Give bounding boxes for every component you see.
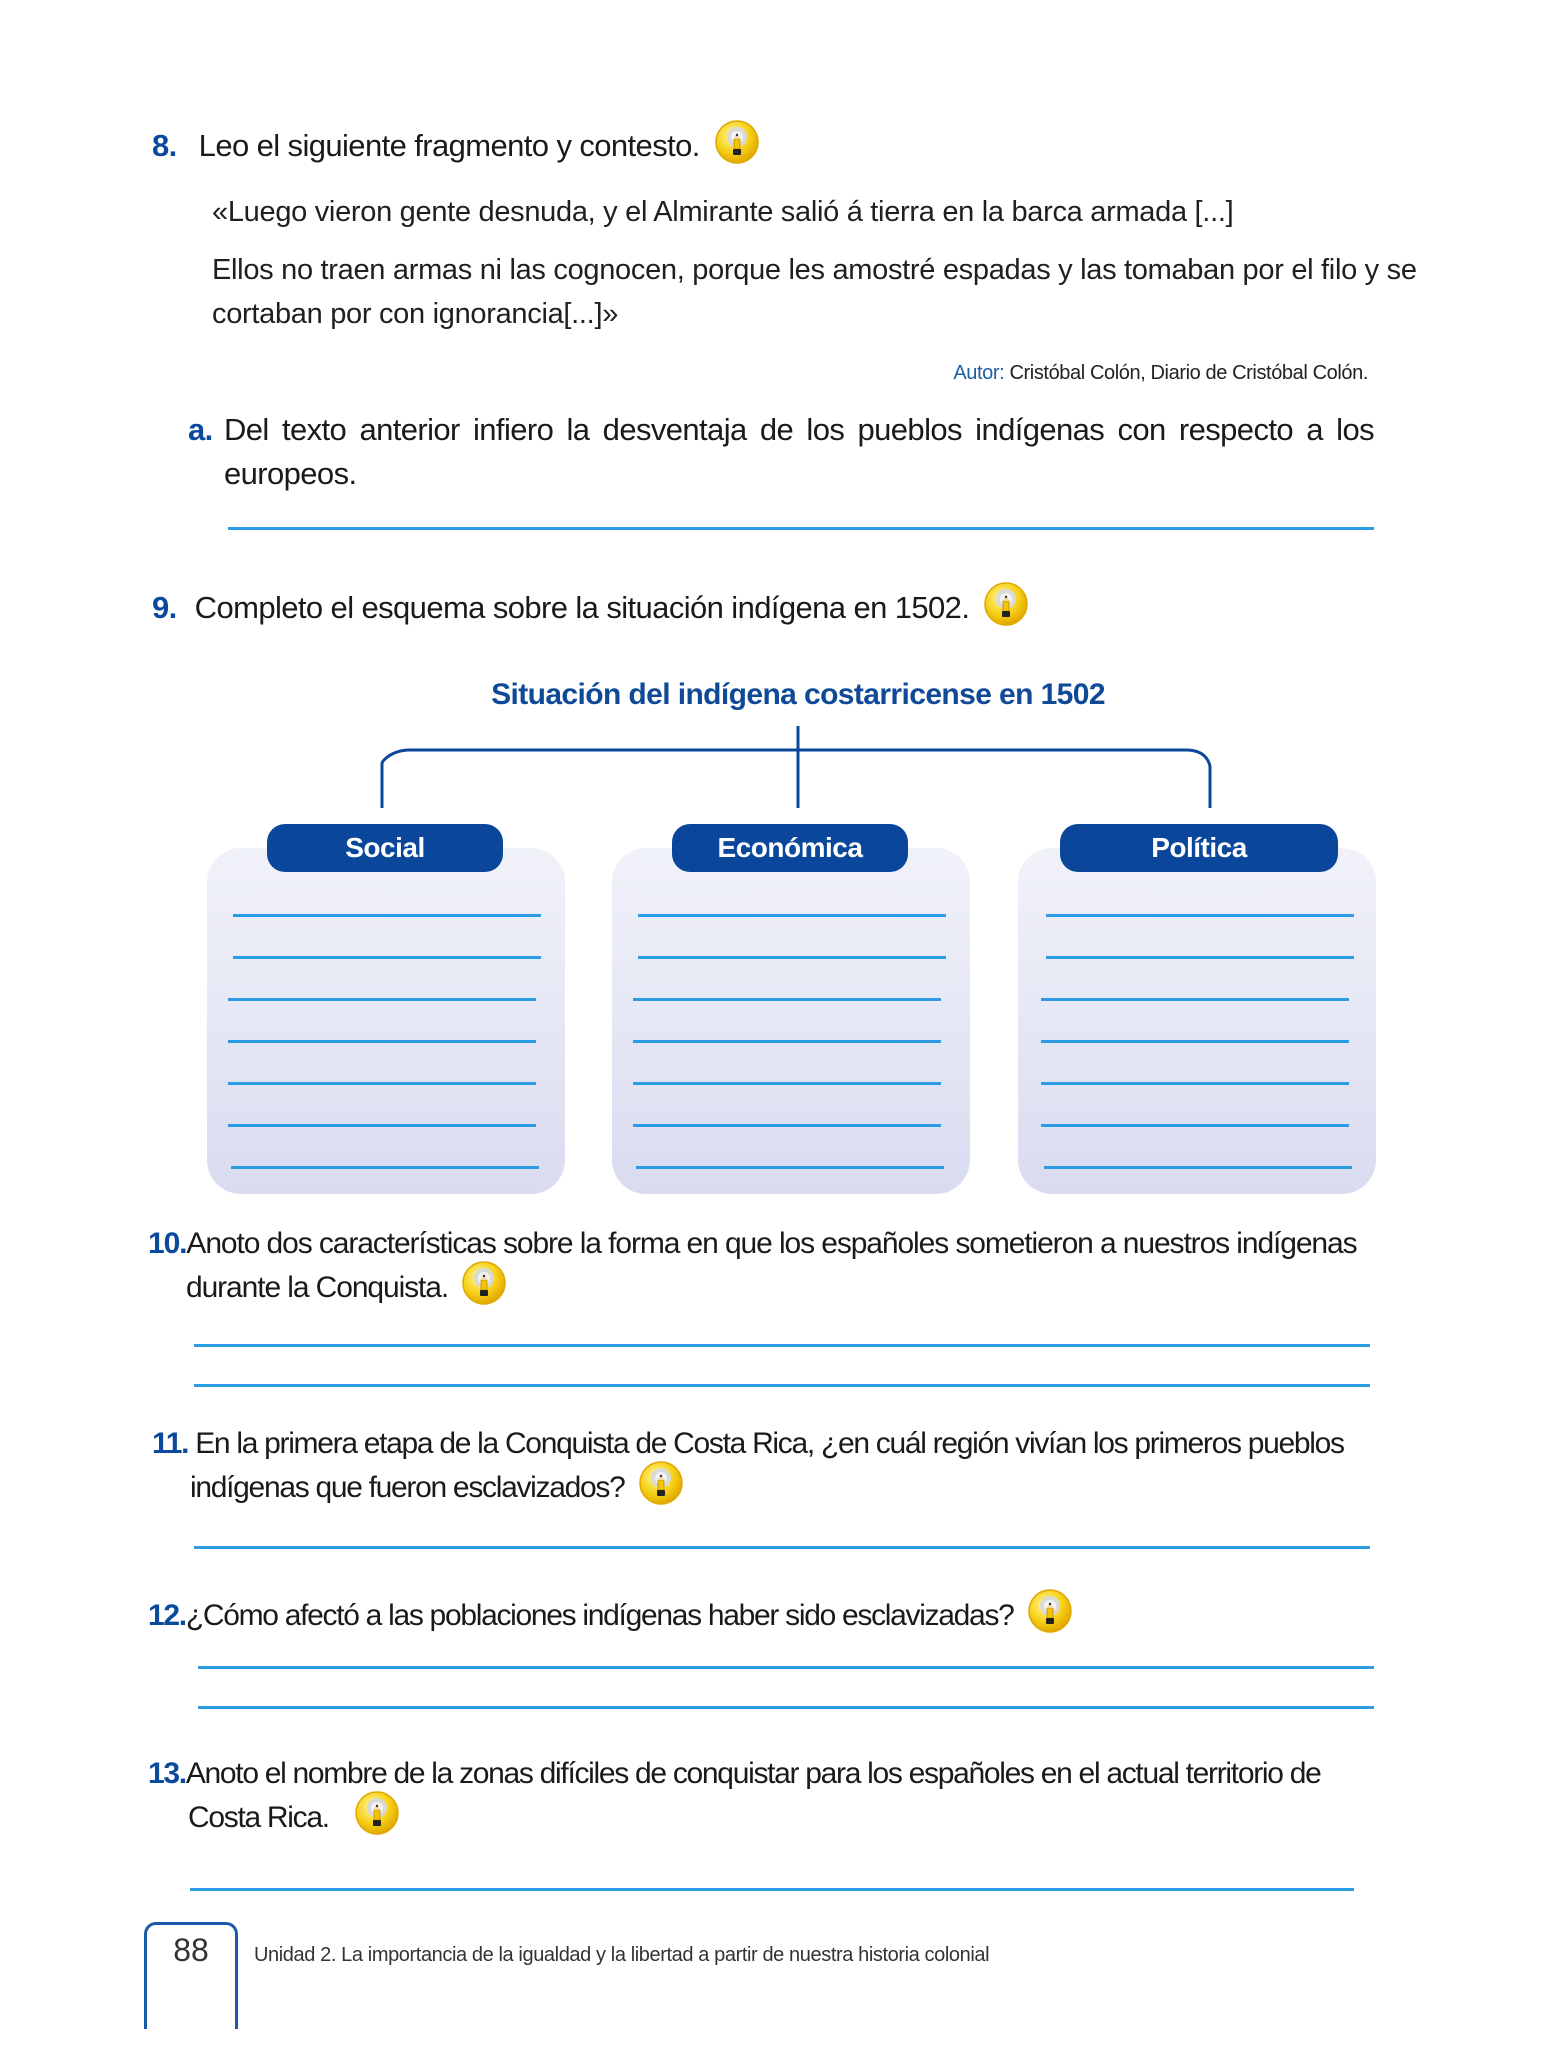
answer-line[interactable] bbox=[198, 1666, 1374, 1669]
question-11-prompt bbox=[152, 1422, 1344, 1466]
lightbulb-pencil-icon[interactable] bbox=[714, 119, 760, 165]
lightbulb-pencil-icon[interactable] bbox=[638, 1460, 684, 1506]
answer-line[interactable] bbox=[194, 1546, 1370, 1549]
lightbulb-pencil-icon[interactable] bbox=[1027, 1588, 1073, 1634]
question-text: ¿Cómo afectó a las poblaciones indígenas haber sido esclavizadas? bbox=[185, 1599, 1014, 1632]
author-label: Autor: bbox=[953, 362, 1005, 384]
question-12-prompt bbox=[148, 1594, 1073, 1640]
answer-line[interactable] bbox=[638, 956, 946, 959]
question-number: 10. bbox=[148, 1227, 187, 1260]
question-text-line-1: Anoto el nombre de la zonas difíciles de conquistar para los españoles en el actual territorio de bbox=[185, 1757, 1321, 1790]
answer-line[interactable] bbox=[233, 914, 541, 917]
sub-question-text: Del texto anterior infiero la desventaja de los pueblos indígenas con respecto a los europeos. bbox=[224, 412, 1374, 491]
answer-line[interactable] bbox=[190, 1888, 1354, 1891]
answer-line[interactable] bbox=[228, 998, 536, 1001]
schema-card-politica bbox=[1018, 848, 1376, 1194]
quote-line-2: Ellos no traen armas ni las cognocen, porque les amostré espadas y las tomaban por el filo y se bbox=[212, 254, 1417, 286]
answer-line[interactable] bbox=[633, 1124, 941, 1127]
answer-line[interactable] bbox=[1046, 914, 1354, 917]
answer-line[interactable] bbox=[1041, 1082, 1349, 1085]
answer-line[interactable] bbox=[228, 1124, 536, 1127]
question-9-prompt bbox=[152, 586, 1029, 633]
schema-card-social bbox=[207, 848, 565, 1194]
answer-line[interactable] bbox=[194, 1384, 1370, 1387]
question-10-prompt-line-2 bbox=[186, 1266, 507, 1312]
question-text-line-2: durante la Conquista. bbox=[186, 1271, 449, 1304]
answer-line[interactable] bbox=[198, 1706, 1374, 1709]
question-text-line-2: indígenas que fueron esclavizados? bbox=[190, 1471, 625, 1504]
answer-line[interactable] bbox=[1041, 998, 1349, 1001]
sub-question-letter: a. bbox=[188, 412, 213, 447]
question-text-line-2: Costa Rica. bbox=[188, 1801, 329, 1834]
question-text: Completo el esquema sobre la situación indígena en 1502. bbox=[194, 590, 970, 625]
question-13-prompt bbox=[148, 1752, 1320, 1796]
question-number: 8. bbox=[152, 128, 177, 163]
schema-connector bbox=[380, 726, 1220, 810]
answer-line[interactable] bbox=[228, 1082, 536, 1085]
answer-line[interactable] bbox=[233, 956, 541, 959]
answer-line[interactable] bbox=[633, 1082, 941, 1085]
answer-line[interactable] bbox=[228, 1040, 536, 1043]
question-text-line-1: Anoto dos características sobre la forma en que los españoles sometieron a nuestros indígenas bbox=[186, 1227, 1357, 1260]
question-8a bbox=[188, 408, 1374, 496]
answer-line[interactable] bbox=[1044, 1166, 1352, 1169]
schema-card-economica bbox=[612, 848, 970, 1194]
question-text-line-1: En la primera etapa de la Conquista de Costa Rica, ¿en cuál región vivían los primeros pueblos bbox=[195, 1427, 1344, 1460]
question-number: 11. bbox=[152, 1427, 189, 1460]
page-number: 88 bbox=[173, 1932, 209, 1968]
answer-line[interactable] bbox=[231, 1166, 539, 1169]
lightbulb-pencil-icon[interactable] bbox=[983, 581, 1029, 627]
answer-line[interactable] bbox=[1046, 956, 1354, 959]
author-value: Cristóbal Colón, Diario de Cristóbal Colón. bbox=[1009, 362, 1368, 384]
lightbulb-pencil-icon[interactable] bbox=[461, 1260, 507, 1306]
answer-line[interactable] bbox=[638, 914, 946, 917]
quote-line-3: cortaban por con ignorancia[...]» bbox=[212, 298, 619, 330]
question-8-prompt bbox=[152, 124, 760, 171]
question-13-prompt-line-2 bbox=[188, 1796, 400, 1842]
schema-title: Situación del indígena costarricense en 1502 bbox=[491, 678, 1105, 711]
unit-title: Unidad 2. La importancia de la igualdad y la libertad a partir de nuestra historia colonial bbox=[254, 1944, 990, 1966]
answer-line[interactable] bbox=[1041, 1124, 1349, 1127]
quote-line-1: «Luego vieron gente desnuda, y el Almirante salió á tierra en la barca armada [...] bbox=[212, 196, 1234, 228]
question-text: Leo el siguiente fragmento y contesto. bbox=[198, 128, 700, 163]
question-number: 13. bbox=[148, 1757, 186, 1790]
answer-line[interactable] bbox=[633, 1040, 941, 1043]
question-number: 12. bbox=[148, 1599, 186, 1632]
question-11-prompt-line-2 bbox=[190, 1466, 684, 1512]
schema-label-politica: Política bbox=[1060, 824, 1338, 872]
answer-line[interactable] bbox=[228, 527, 1374, 530]
schema-label-economica: Económica bbox=[672, 824, 908, 872]
question-number: 9. bbox=[152, 590, 177, 625]
answer-line[interactable] bbox=[633, 998, 941, 1001]
question-10-prompt bbox=[148, 1222, 1357, 1266]
quote-author bbox=[953, 362, 1368, 385]
lightbulb-pencil-icon[interactable] bbox=[354, 1790, 400, 1836]
answer-line[interactable] bbox=[1041, 1040, 1349, 1043]
answer-line[interactable] bbox=[194, 1344, 1370, 1347]
answer-line[interactable] bbox=[636, 1166, 944, 1169]
schema-label-social: Social bbox=[267, 824, 503, 872]
